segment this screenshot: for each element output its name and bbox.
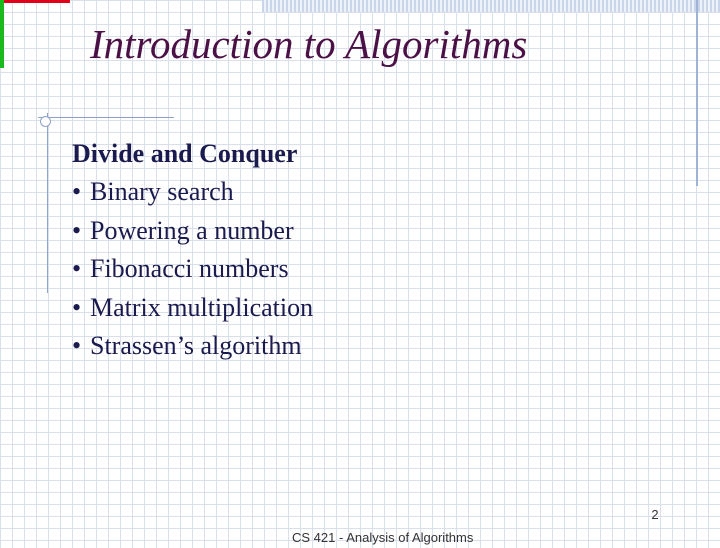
bullet-text: Matrix multiplication <box>90 292 314 322</box>
bullet-item <box>72 212 672 251</box>
bullet-icon: • <box>72 292 82 322</box>
bullet-icon: • <box>72 177 82 206</box>
bullet-item <box>72 327 672 366</box>
top-decorative-band <box>262 0 720 12</box>
slide-content <box>72 135 672 366</box>
bullet-item <box>72 173 672 212</box>
bullet-text: Binary search <box>90 177 234 206</box>
bullet-icon: • <box>72 254 82 283</box>
bullet-icon: • <box>72 331 82 360</box>
right-vertical-rule <box>696 0 698 186</box>
bullet-icon: • <box>72 215 82 245</box>
bullet-item <box>72 250 672 289</box>
horizontal-rule <box>38 117 174 118</box>
bullet-item <box>72 289 672 328</box>
bullet-text: Powering a number <box>90 215 294 245</box>
left-vertical-rule <box>47 113 48 293</box>
bullet-text: Strassen’s algorithm <box>90 331 302 360</box>
bullet-text: Fibonacci numbers <box>90 254 289 283</box>
page-number: 2 <box>651 507 659 522</box>
red-accent-bar <box>0 0 70 3</box>
green-accent-bar <box>0 0 4 68</box>
corner-circle-icon <box>40 116 51 127</box>
section-heading: Divide and Conquer <box>72 139 298 168</box>
footer-course-title: CS 421 - Analysis of Algorithms <box>292 530 474 545</box>
bullet-list <box>72 173 672 366</box>
slide-title: Introduction to Algorithms <box>90 21 528 67</box>
